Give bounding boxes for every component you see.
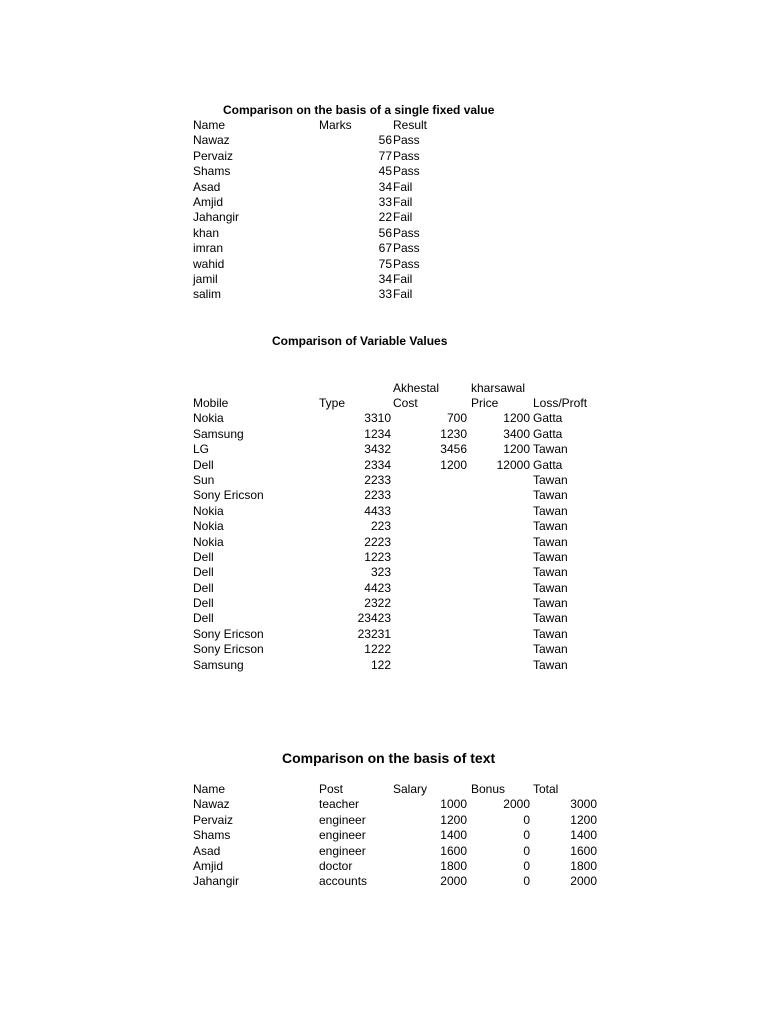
mobile-cell: Sun bbox=[193, 472, 215, 487]
loss-proft-cell: Tawan bbox=[533, 611, 568, 626]
mobile-cell: Nokia bbox=[193, 519, 224, 534]
table-row bbox=[0, 272, 768, 287]
marks-cell: 22 bbox=[378, 210, 392, 225]
table-row bbox=[0, 411, 768, 426]
table1-header-row bbox=[0, 118, 768, 133]
name-cell: Pervaiz bbox=[193, 812, 234, 827]
table2-header-loss-proft: Loss/Proft bbox=[533, 396, 588, 410]
marks-cell: 33 bbox=[378, 194, 392, 209]
table3-title: Comparison on the basis of text bbox=[282, 750, 496, 766]
table-row bbox=[0, 565, 768, 580]
table-row bbox=[0, 611, 768, 626]
loss-proft-cell: Gatta bbox=[533, 426, 563, 441]
table-row bbox=[0, 596, 768, 611]
mobile-cell: Dell bbox=[193, 611, 214, 626]
mobile-cell: LG bbox=[193, 442, 210, 457]
cost-cell: 1200 bbox=[440, 457, 467, 472]
name-cell: Nawaz bbox=[193, 797, 230, 812]
table-row bbox=[0, 210, 768, 225]
name-cell: imran bbox=[193, 241, 224, 256]
mobile-cell: Dell bbox=[193, 549, 214, 564]
type-cell: 223 bbox=[370, 519, 391, 534]
loss-proft-cell: Tawan bbox=[533, 488, 568, 503]
marks-cell: 34 bbox=[378, 179, 392, 194]
salary-cell: 2000 bbox=[440, 874, 467, 889]
name-cell: Shams bbox=[193, 164, 231, 179]
salary-cell: 1000 bbox=[440, 797, 467, 812]
type-cell: 4433 bbox=[364, 503, 391, 518]
name-cell: Amjid bbox=[193, 858, 224, 873]
mobile-cell: Dell bbox=[193, 457, 214, 472]
total-cell: 1200 bbox=[570, 812, 597, 827]
bonus-cell: 0 bbox=[523, 828, 530, 843]
loss-proft-cell: Tawan bbox=[533, 580, 568, 595]
loss-proft-cell: Tawan bbox=[533, 596, 568, 611]
mobile-cell: Dell bbox=[193, 565, 214, 580]
name-cell: jamil bbox=[193, 271, 218, 286]
type-cell: 2233 bbox=[364, 472, 391, 487]
mobile-cell: Dell bbox=[193, 580, 214, 595]
result-cell: Pass bbox=[393, 133, 420, 148]
bonus-cell: 0 bbox=[523, 874, 530, 889]
table-row bbox=[0, 488, 768, 503]
table3-header-salary: Salary bbox=[393, 782, 428, 796]
table3-header-row bbox=[0, 782, 768, 797]
loss-proft-cell: Tawan bbox=[533, 503, 568, 518]
marks-cell: 45 bbox=[378, 164, 392, 179]
result-cell: Fail bbox=[393, 194, 413, 209]
post-cell: engineer bbox=[319, 843, 366, 858]
name-cell: Jahangir bbox=[193, 210, 240, 225]
table-row bbox=[0, 257, 768, 272]
table1-title: Comparison on the basis of a single fixed value bbox=[223, 103, 495, 117]
price-cell: 3400 bbox=[503, 426, 530, 441]
result-cell: Pass bbox=[393, 241, 420, 256]
marks-cell: 56 bbox=[378, 133, 392, 148]
table1-header-marks: Marks bbox=[319, 118, 352, 132]
bonus-cell: 0 bbox=[523, 812, 530, 827]
mobile-cell: Sony Ericson bbox=[193, 488, 264, 503]
bonus-cell: 0 bbox=[523, 843, 530, 858]
total-cell: 1800 bbox=[570, 858, 597, 873]
table2-header-mobile: Mobile bbox=[193, 396, 229, 410]
table-row bbox=[0, 164, 768, 179]
salary-cell: 1600 bbox=[440, 843, 467, 858]
marks-cell: 77 bbox=[378, 148, 392, 163]
cost-cell: 1230 bbox=[440, 426, 467, 441]
name-cell: Asad bbox=[193, 843, 221, 858]
name-cell: Shams bbox=[193, 828, 231, 843]
table-row bbox=[0, 195, 768, 210]
loss-proft-cell: Tawan bbox=[533, 442, 568, 457]
price-cell: 12000 bbox=[496, 457, 530, 472]
result-cell: Fail bbox=[393, 287, 413, 302]
type-cell: 1222 bbox=[364, 642, 391, 657]
table-row bbox=[0, 149, 768, 164]
total-cell: 1600 bbox=[570, 843, 597, 858]
marks-cell: 67 bbox=[378, 241, 392, 256]
type-cell: 323 bbox=[370, 565, 391, 580]
table-row bbox=[0, 504, 768, 519]
post-cell: engineer bbox=[319, 812, 366, 827]
name-cell: Asad bbox=[193, 179, 221, 194]
post-cell: accounts bbox=[319, 874, 368, 889]
table2-group-header-cost: Akhestal bbox=[393, 381, 440, 395]
cost-cell: 700 bbox=[446, 411, 467, 426]
type-cell: 122 bbox=[370, 657, 391, 672]
type-cell: 3432 bbox=[364, 442, 391, 457]
marks-cell: 75 bbox=[378, 256, 392, 271]
table-row bbox=[0, 519, 768, 534]
type-cell: 23231 bbox=[357, 626, 391, 641]
total-cell: 1400 bbox=[570, 828, 597, 843]
marks-cell: 33 bbox=[378, 287, 392, 302]
table3 bbox=[0, 782, 768, 890]
table-row bbox=[0, 813, 768, 828]
table-row bbox=[0, 844, 768, 859]
table-row bbox=[0, 287, 768, 302]
name-cell: wahid bbox=[193, 256, 225, 271]
type-cell: 2322 bbox=[364, 596, 391, 611]
table-row bbox=[0, 797, 768, 812]
salary-cell: 1800 bbox=[440, 858, 467, 873]
table-row bbox=[0, 642, 768, 657]
name-cell: Nawaz bbox=[193, 133, 230, 148]
loss-proft-cell: Tawan bbox=[533, 549, 568, 564]
loss-proft-cell: Tawan bbox=[533, 626, 568, 641]
loss-proft-cell: Gatta bbox=[533, 411, 563, 426]
table-row bbox=[0, 133, 768, 148]
table-row bbox=[0, 550, 768, 565]
loss-proft-cell: Tawan bbox=[533, 534, 568, 549]
table-row bbox=[0, 458, 768, 473]
post-cell: teacher bbox=[319, 797, 360, 812]
type-cell: 1223 bbox=[364, 549, 391, 564]
table-row bbox=[0, 473, 768, 488]
table-row bbox=[0, 581, 768, 596]
mobile-cell: Samsung bbox=[193, 426, 244, 441]
name-cell: salim bbox=[193, 287, 222, 302]
loss-proft-cell: Tawan bbox=[533, 565, 568, 580]
name-cell: Jahangir bbox=[193, 874, 240, 889]
type-cell: 2223 bbox=[364, 534, 391, 549]
table-row bbox=[0, 828, 768, 843]
loss-proft-cell: Gatta bbox=[533, 457, 563, 472]
table-row bbox=[0, 226, 768, 241]
type-cell: 4423 bbox=[364, 580, 391, 595]
table-row bbox=[0, 241, 768, 256]
name-cell: khan bbox=[193, 225, 220, 240]
table3-header-post: Post bbox=[319, 782, 344, 796]
result-cell: Pass bbox=[393, 148, 420, 163]
table2-header-cost: Cost bbox=[393, 396, 418, 410]
table1-header-name: Name bbox=[193, 118, 226, 132]
table-row bbox=[0, 627, 768, 642]
price-cell: 1200 bbox=[503, 411, 530, 426]
name-cell: Amjid bbox=[193, 194, 224, 209]
table1 bbox=[0, 118, 768, 303]
table-row bbox=[0, 535, 768, 550]
type-cell: 1234 bbox=[364, 426, 391, 441]
table2-group-header-row bbox=[0, 380, 768, 396]
table3-header-bonus: Bonus bbox=[471, 782, 506, 796]
result-cell: Pass bbox=[393, 164, 420, 179]
table2-header-type: Type bbox=[319, 396, 346, 410]
bonus-cell: 2000 bbox=[503, 797, 530, 812]
table-row bbox=[0, 859, 768, 874]
type-cell: 2334 bbox=[364, 457, 391, 472]
salary-cell: 1200 bbox=[440, 812, 467, 827]
loss-proft-cell: Tawan bbox=[533, 657, 568, 672]
total-cell: 3000 bbox=[570, 797, 597, 812]
result-cell: Pass bbox=[393, 256, 420, 271]
loss-proft-cell: Tawan bbox=[533, 642, 568, 657]
marks-cell: 34 bbox=[378, 271, 392, 286]
cost-cell: 3456 bbox=[440, 442, 467, 457]
marks-cell: 56 bbox=[378, 225, 392, 240]
bonus-cell: 0 bbox=[523, 858, 530, 873]
table2 bbox=[0, 396, 768, 673]
loss-proft-cell: Tawan bbox=[533, 519, 568, 534]
type-cell: 2233 bbox=[364, 488, 391, 503]
mobile-cell: Sony Ericson bbox=[193, 642, 264, 657]
name-cell: Pervaiz bbox=[193, 148, 234, 163]
table-row bbox=[0, 427, 768, 442]
table2-header-price: Price bbox=[471, 396, 499, 410]
mobile-cell: Nokia bbox=[193, 503, 224, 518]
table2-title: Comparison of Variable Values bbox=[272, 334, 448, 348]
type-cell: 3310 bbox=[364, 411, 391, 426]
type-cell: 23423 bbox=[357, 611, 391, 626]
result-cell: Fail bbox=[393, 179, 413, 194]
mobile-cell: Nokia bbox=[193, 411, 224, 426]
table-row bbox=[0, 180, 768, 195]
mobile-cell: Sony Ericson bbox=[193, 626, 264, 641]
loss-proft-cell: Tawan bbox=[533, 472, 568, 487]
table-row bbox=[0, 874, 768, 889]
mobile-cell: Nokia bbox=[193, 534, 224, 549]
table-row bbox=[0, 442, 768, 457]
total-cell: 2000 bbox=[570, 874, 597, 889]
post-cell: engineer bbox=[319, 828, 366, 843]
mobile-cell: Samsung bbox=[193, 657, 244, 672]
result-cell: Fail bbox=[393, 210, 413, 225]
table3-header-name: Name bbox=[193, 782, 226, 796]
table1-header-result: Result bbox=[393, 118, 428, 132]
salary-cell: 1400 bbox=[440, 828, 467, 843]
table-row bbox=[0, 658, 768, 673]
table2-group-header-price: kharsawal bbox=[471, 381, 526, 395]
mobile-cell: Dell bbox=[193, 596, 214, 611]
result-cell: Fail bbox=[393, 271, 413, 286]
table2-header-row bbox=[0, 396, 768, 411]
result-cell: Pass bbox=[393, 225, 420, 240]
post-cell: doctor bbox=[319, 858, 353, 873]
table3-header-total: Total bbox=[533, 782, 559, 796]
price-cell: 1200 bbox=[503, 442, 530, 457]
